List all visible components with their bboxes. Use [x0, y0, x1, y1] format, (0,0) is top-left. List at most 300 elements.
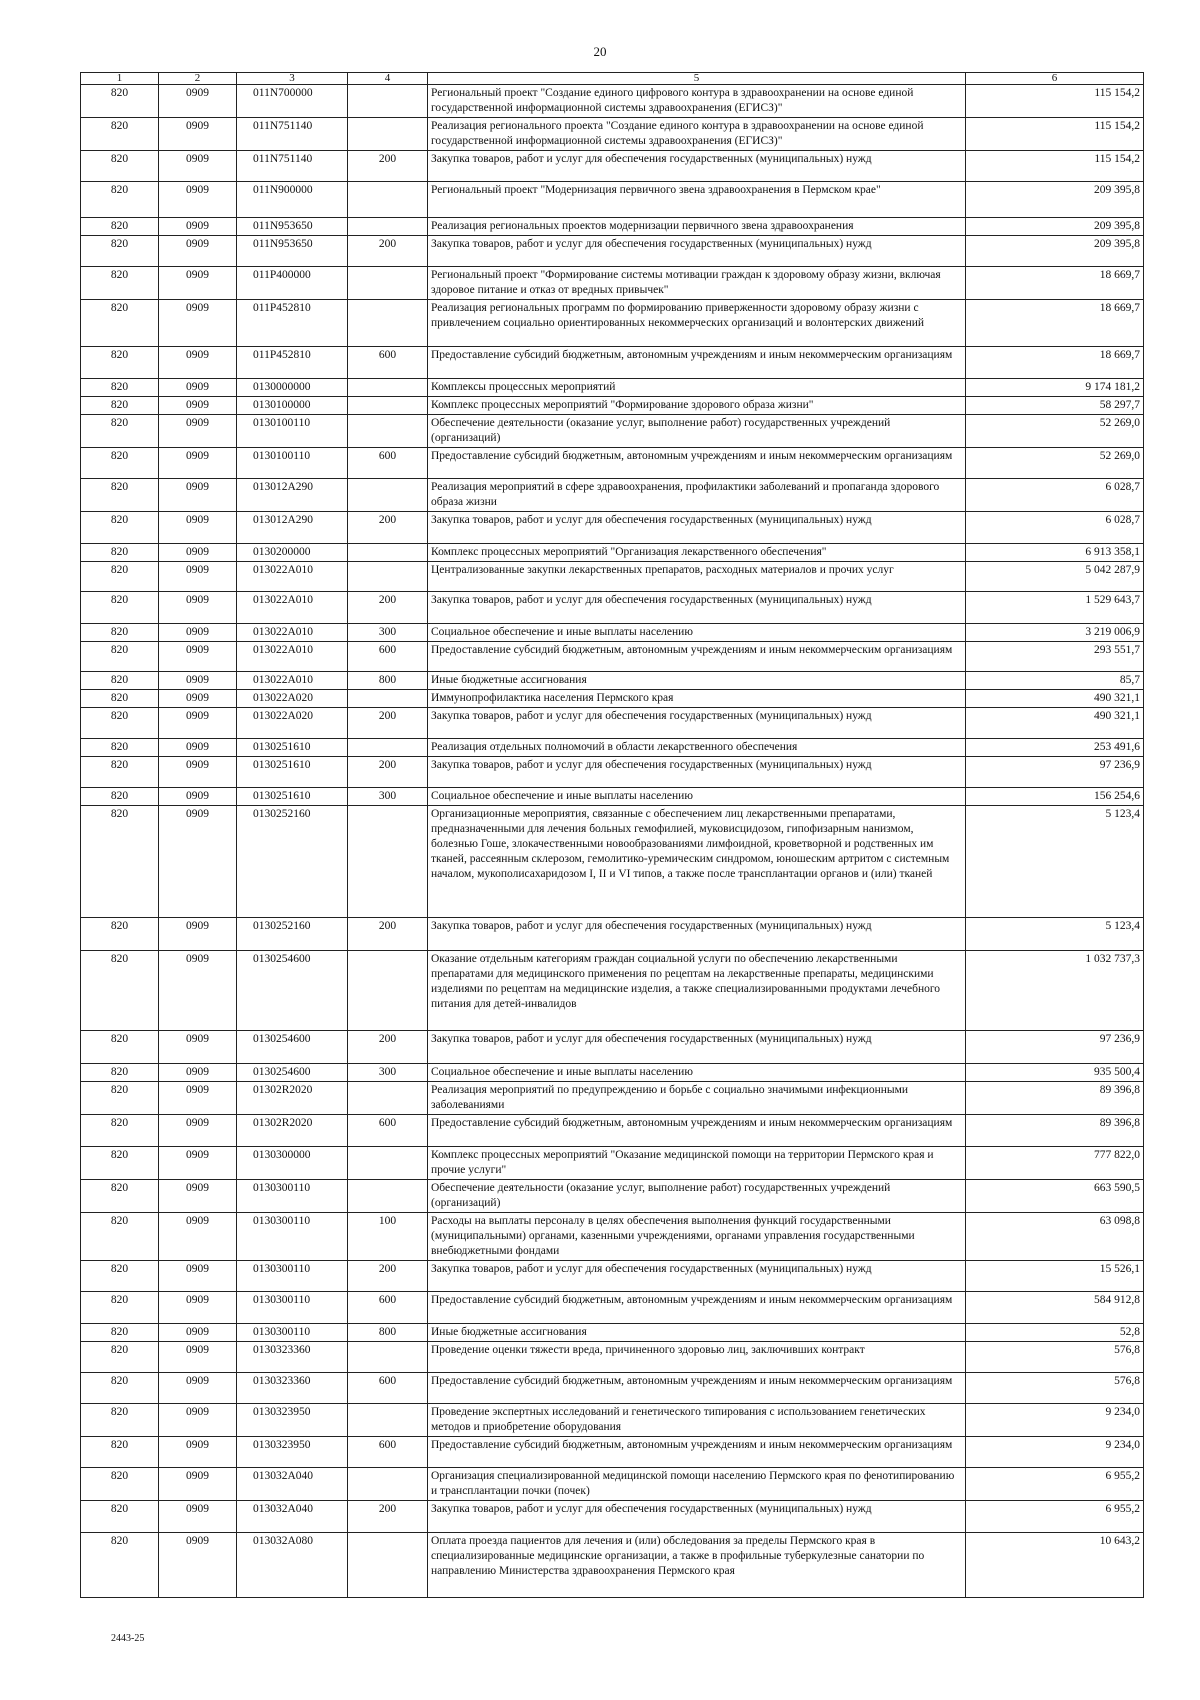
- admin-code-cell: 820: [81, 708, 159, 739]
- description-cell: Закупка товаров, работ и услуг для обеспечения государственных (муниципальных) нужд: [428, 592, 966, 624]
- amount-cell: 1 529 643,7: [966, 592, 1144, 624]
- expense-type-cell: 600: [348, 347, 428, 379]
- admin-code-cell: 820: [81, 1437, 159, 1468]
- admin-code-cell: 820: [81, 788, 159, 806]
- amount-cell: 9 234,0: [966, 1437, 1144, 1468]
- table-row: [81, 1213, 1144, 1261]
- section-code-cell: 0909: [159, 544, 237, 562]
- admin-code-cell: 820: [81, 347, 159, 379]
- expense-type-cell: 300: [348, 788, 428, 806]
- amount-cell: 97 236,9: [966, 1031, 1144, 1064]
- table-row: [81, 415, 1144, 448]
- admin-code-cell: 820: [81, 806, 159, 918]
- expense-type-cell: 300: [348, 624, 428, 642]
- section-code-cell: 0909: [159, 1082, 237, 1115]
- table-row: [81, 182, 1144, 218]
- expense-type-cell: [348, 118, 428, 151]
- description-cell: Закупка товаров, работ и услуг для обеспечения государственных (муниципальных) нужд: [428, 757, 966, 788]
- admin-code-cell: 820: [81, 397, 159, 415]
- table-row: [81, 512, 1144, 544]
- section-code-cell: 0909: [159, 300, 237, 347]
- target-code-cell: 013022A010: [237, 642, 348, 672]
- description-cell: Предоставление субсидий бюджетным, автономным учреждениям и иным некоммерческим организациям: [428, 347, 966, 379]
- expense-type-cell: [348, 267, 428, 300]
- expense-type-cell: [348, 218, 428, 236]
- expense-type-cell: [348, 544, 428, 562]
- target-code-cell: 0130300000: [237, 1147, 348, 1180]
- section-code-cell: 0909: [159, 708, 237, 739]
- description-cell: Закупка товаров, работ и услуг для обеспечения государственных (муниципальных) нужд: [428, 151, 966, 182]
- amount-cell: 209 395,8: [966, 236, 1144, 267]
- expense-type-cell: [348, 397, 428, 415]
- description-cell: Реализация мероприятий в сфере здравоохранения, профилактики заболеваний и пропаганда здорового образа жизни: [428, 479, 966, 512]
- description-cell: Оказание отдельным категориям граждан социальной услуги по обеспечению лекарственными препаратами для медицинского применения по рецептам на лекарственные препараты, медицинскими изделиями по рецептам на медицинские изделия, а также специализированными продуктами лечебного питания для детей-инвалидов: [428, 951, 966, 1031]
- description-cell: Предоставление субсидий бюджетным, автономным учреждениям и иным некоммерческим организациям: [428, 642, 966, 672]
- description-cell: Предоставление субсидий бюджетным, автономным учреждениям и иным некоммерческим организациям: [428, 448, 966, 479]
- section-code-cell: 0909: [159, 1261, 237, 1292]
- column-header: 2: [159, 73, 237, 85]
- expense-type-cell: 200: [348, 1501, 428, 1533]
- amount-cell: 6 955,2: [966, 1468, 1144, 1501]
- target-code-cell: 013022A010: [237, 624, 348, 642]
- section-code-cell: 0909: [159, 642, 237, 672]
- description-cell: Организационные мероприятия, связанные с обеспечением лиц лекарственными препаратами, предназначенными для лечения больных гемофилией, муковисцидозом, гипофизарным нанизмом, болезнью Гоше, злокачественными новообразованиями лимфоидной, кроветворной и родственных им тканей, рассеянным склерозом, гемолитико-уремическим синдромом, юношеским артритом с системным началом, мукополисахаридозом I, II и VI типов, а также после трансплантации органов и (или) тканей: [428, 806, 966, 918]
- target-code-cell: 0130100110: [237, 448, 348, 479]
- amount-cell: 6 913 358,1: [966, 544, 1144, 562]
- admin-code-cell: 820: [81, 479, 159, 512]
- admin-code-cell: 820: [81, 1292, 159, 1324]
- amount-cell: 10 643,2: [966, 1533, 1144, 1598]
- description-cell: Закупка товаров, работ и услуг для обеспечения государственных (муниципальных) нужд: [428, 918, 966, 951]
- description-cell: Социальное обеспечение и иные выплаты населению: [428, 1064, 966, 1082]
- target-code-cell: 0130251610: [237, 788, 348, 806]
- section-code-cell: 0909: [159, 1373, 237, 1404]
- description-cell: Предоставление субсидий бюджетным, автономным учреждениям и иным некоммерческим организациям: [428, 1292, 966, 1324]
- table-row: [81, 85, 1144, 118]
- table-row: [81, 757, 1144, 788]
- description-cell: Расходы на выплаты персоналу в целях обеспечения выполнения функций государственными (муниципальными) органами, казенными учреждениями, органами управления государственными внебюджетными фондами: [428, 1213, 966, 1261]
- target-code-cell: 0130254600: [237, 1064, 348, 1082]
- table-row: [81, 739, 1144, 757]
- admin-code-cell: 820: [81, 1468, 159, 1501]
- table-row: [81, 151, 1144, 182]
- table-row: [81, 347, 1144, 379]
- description-cell: Реализация мероприятий по предупреждению и борьбе с социально значимыми инфекционными заболеваниями: [428, 1082, 966, 1115]
- section-code-cell: 0909: [159, 397, 237, 415]
- description-cell: Закупка товаров, работ и услуг для обеспечения государственных (муниципальных) нужд: [428, 1031, 966, 1064]
- expense-type-cell: 800: [348, 672, 428, 690]
- section-code-cell: 0909: [159, 592, 237, 624]
- table-row: [81, 1261, 1144, 1292]
- amount-cell: 58 297,7: [966, 397, 1144, 415]
- expense-type-cell: 200: [348, 151, 428, 182]
- section-code-cell: 0909: [159, 1147, 237, 1180]
- admin-code-cell: 820: [81, 300, 159, 347]
- target-code-cell: 0130100000: [237, 397, 348, 415]
- expense-type-cell: 200: [348, 918, 428, 951]
- expense-type-cell: [348, 1082, 428, 1115]
- target-code-cell: 0130251610: [237, 757, 348, 788]
- amount-cell: 3 219 006,9: [966, 624, 1144, 642]
- section-code-cell: 0909: [159, 1031, 237, 1064]
- amount-cell: 576,8: [966, 1342, 1144, 1373]
- amount-cell: 115 154,2: [966, 118, 1144, 151]
- admin-code-cell: 820: [81, 1115, 159, 1147]
- target-code-cell: 0130323950: [237, 1404, 348, 1437]
- section-code-cell: 0909: [159, 1533, 237, 1598]
- section-code-cell: 0909: [159, 757, 237, 788]
- description-cell: Закупка товаров, работ и услуг для обеспечения государственных (муниципальных) нужд: [428, 1261, 966, 1292]
- description-cell: Социальное обеспечение и иные выплаты населению: [428, 624, 966, 642]
- target-code-cell: 01302R2020: [237, 1115, 348, 1147]
- expense-type-cell: 600: [348, 1115, 428, 1147]
- section-code-cell: 0909: [159, 690, 237, 708]
- description-cell: Закупка товаров, работ и услуг для обеспечения государственных (муниципальных) нужд: [428, 1501, 966, 1533]
- description-cell: Централизованные закупки лекарственных препаратов, расходных материалов и прочих услуг: [428, 562, 966, 592]
- table-row: [81, 1031, 1144, 1064]
- amount-cell: 1 032 737,3: [966, 951, 1144, 1031]
- amount-cell: 52 269,0: [966, 415, 1144, 448]
- admin-code-cell: 820: [81, 1533, 159, 1598]
- target-code-cell: 0130100110: [237, 415, 348, 448]
- expense-type-cell: 600: [348, 1373, 428, 1404]
- description-cell: Региональный проект "Создание единого цифрового контура в здравоохранении на основе единой государственной информационной системы здравоохранения (ЕГИСЗ)": [428, 85, 966, 118]
- expense-type-cell: [348, 951, 428, 1031]
- table-row: [81, 951, 1144, 1031]
- description-cell: Обеспечение деятельности (оказание услуг, выполнение работ) государственных учреждений (организаций): [428, 415, 966, 448]
- admin-code-cell: 820: [81, 151, 159, 182]
- table-row: [81, 806, 1144, 918]
- table-row: [81, 624, 1144, 642]
- table-row: [81, 1437, 1144, 1468]
- admin-code-cell: 820: [81, 562, 159, 592]
- admin-code-cell: 820: [81, 448, 159, 479]
- target-code-cell: 0130251610: [237, 739, 348, 757]
- admin-code-cell: 820: [81, 267, 159, 300]
- amount-cell: 209 395,8: [966, 182, 1144, 218]
- target-code-cell: 0130254600: [237, 1031, 348, 1064]
- amount-cell: 253 491,6: [966, 739, 1144, 757]
- target-code-cell: 013032A040: [237, 1468, 348, 1501]
- target-code-cell: 0130254600: [237, 951, 348, 1031]
- description-cell: Предоставление субсидий бюджетным, автономным учреждениям и иным некоммерческим организациям: [428, 1115, 966, 1147]
- target-code-cell: 011P452810: [237, 347, 348, 379]
- table-row: [81, 267, 1144, 300]
- target-code-cell: 0130323950: [237, 1437, 348, 1468]
- description-cell: Проведение оценки тяжести вреда, причиненного здоровью лиц, заключивших контракт: [428, 1342, 966, 1373]
- admin-code-cell: 820: [81, 918, 159, 951]
- description-cell: Реализация региональных проектов модернизации первичного звена здравоохранения: [428, 218, 966, 236]
- section-code-cell: 0909: [159, 1342, 237, 1373]
- admin-code-cell: 820: [81, 642, 159, 672]
- table-row: [81, 1468, 1144, 1501]
- amount-cell: 115 154,2: [966, 151, 1144, 182]
- section-code-cell: 0909: [159, 347, 237, 379]
- expense-type-cell: 200: [348, 757, 428, 788]
- expense-type-cell: [348, 415, 428, 448]
- amount-cell: 777 822,0: [966, 1147, 1144, 1180]
- admin-code-cell: 820: [81, 415, 159, 448]
- expense-type-cell: 200: [348, 708, 428, 739]
- table-row: [81, 118, 1144, 151]
- section-code-cell: 0909: [159, 918, 237, 951]
- target-code-cell: 0130300110: [237, 1324, 348, 1342]
- admin-code-cell: 820: [81, 757, 159, 788]
- description-cell: Оплата проезда пациентов для лечения и (или) обследования за пределы Пермского края в специализированные медицинские организации, а также в профильные туберкулезные санатории по направлению Министерства здравоохранения Пермского края: [428, 1533, 966, 1598]
- table-row: [81, 1064, 1144, 1082]
- table-row: [81, 544, 1144, 562]
- admin-code-cell: 820: [81, 592, 159, 624]
- column-header: 1: [81, 73, 159, 85]
- admin-code-cell: 820: [81, 951, 159, 1031]
- description-cell: Закупка товаров, работ и услуг для обеспечения государственных (муниципальных) нужд: [428, 236, 966, 267]
- expense-type-cell: 200: [348, 592, 428, 624]
- admin-code-cell: 820: [81, 690, 159, 708]
- admin-code-cell: 820: [81, 544, 159, 562]
- section-code-cell: 0909: [159, 415, 237, 448]
- table-row: [81, 592, 1144, 624]
- expense-type-cell: [348, 182, 428, 218]
- column-header: 5: [428, 73, 966, 85]
- admin-code-cell: 820: [81, 672, 159, 690]
- target-code-cell: 013022A020: [237, 708, 348, 739]
- section-code-cell: 0909: [159, 624, 237, 642]
- expense-type-cell: [348, 479, 428, 512]
- column-header: 3: [237, 73, 348, 85]
- description-cell: Комплекс процессных мероприятий "Организация лекарственного обеспечения": [428, 544, 966, 562]
- section-code-cell: 0909: [159, 218, 237, 236]
- amount-cell: 9 174 181,2: [966, 379, 1144, 397]
- table-row: [81, 1373, 1144, 1404]
- description-cell: Региональный проект "Модернизация первичного звена здравоохранения в Пермском крае": [428, 182, 966, 218]
- admin-code-cell: 820: [81, 1342, 159, 1373]
- amount-cell: 490 321,1: [966, 690, 1144, 708]
- expense-type-cell: [348, 1342, 428, 1373]
- expense-type-cell: 200: [348, 1261, 428, 1292]
- section-code-cell: 0909: [159, 1180, 237, 1213]
- expense-type-cell: 100: [348, 1213, 428, 1261]
- amount-cell: 6 028,7: [966, 512, 1144, 544]
- admin-code-cell: 820: [81, 512, 159, 544]
- description-cell: Реализация регионального проекта "Создание единого контура в здравоохранении на основе единой государственной информационной системы здравоохранения (ЕГИСЗ)": [428, 118, 966, 151]
- amount-cell: 85,7: [966, 672, 1144, 690]
- target-code-cell: 011P452810: [237, 300, 348, 347]
- table-row: [81, 479, 1144, 512]
- section-code-cell: 0909: [159, 479, 237, 512]
- admin-code-cell: 820: [81, 379, 159, 397]
- section-code-cell: 0909: [159, 806, 237, 918]
- amount-cell: 115 154,2: [966, 85, 1144, 118]
- table-row: [81, 1342, 1144, 1373]
- admin-code-cell: 820: [81, 1031, 159, 1064]
- expense-type-cell: 600: [348, 1292, 428, 1324]
- table-row: [81, 236, 1144, 267]
- table-row: [81, 1180, 1144, 1213]
- target-code-cell: 011N900000: [237, 182, 348, 218]
- description-cell: Реализация региональных программ по формированию приверженности здоровому образу жизни с привлечением социально ориентированных некоммерческих организаций и волонтерских движений: [428, 300, 966, 347]
- target-code-cell: 0130300110: [237, 1292, 348, 1324]
- section-code-cell: 0909: [159, 512, 237, 544]
- amount-cell: 18 669,7: [966, 300, 1144, 347]
- table-row: [81, 1147, 1144, 1180]
- amount-cell: 15 526,1: [966, 1261, 1144, 1292]
- expense-type-cell: 800: [348, 1324, 428, 1342]
- amount-cell: 576,8: [966, 1373, 1144, 1404]
- table-row: [81, 690, 1144, 708]
- target-code-cell: 0130000000: [237, 379, 348, 397]
- expense-type-cell: [348, 739, 428, 757]
- section-code-cell: 0909: [159, 267, 237, 300]
- admin-code-cell: 820: [81, 1501, 159, 1533]
- expense-type-cell: [348, 85, 428, 118]
- expense-type-cell: [348, 1147, 428, 1180]
- amount-cell: 9 234,0: [966, 1404, 1144, 1437]
- table-row: [81, 1501, 1144, 1533]
- amount-cell: 6 955,2: [966, 1501, 1144, 1533]
- admin-code-cell: 820: [81, 85, 159, 118]
- description-cell: Реализация отдельных полномочий в области лекарственного обеспечения: [428, 739, 966, 757]
- description-cell: Предоставление субсидий бюджетным, автономным учреждениям и иным некоммерческим организациям: [428, 1437, 966, 1468]
- table-row: [81, 562, 1144, 592]
- expense-type-cell: 600: [348, 1437, 428, 1468]
- expense-type-cell: [348, 806, 428, 918]
- amount-cell: 663 590,5: [966, 1180, 1144, 1213]
- footer-code: 2443-25: [111, 1633, 145, 1644]
- target-code-cell: 0130323360: [237, 1373, 348, 1404]
- table-row: [81, 218, 1144, 236]
- admin-code-cell: 820: [81, 1404, 159, 1437]
- column-header: 4: [348, 73, 428, 85]
- admin-code-cell: 820: [81, 624, 159, 642]
- table-row: [81, 1082, 1144, 1115]
- amount-cell: 6 028,7: [966, 479, 1144, 512]
- section-code-cell: 0909: [159, 379, 237, 397]
- page-number: 20: [593, 44, 607, 59]
- expense-type-cell: 600: [348, 642, 428, 672]
- admin-code-cell: 820: [81, 118, 159, 151]
- amount-cell: 156 254,6: [966, 788, 1144, 806]
- admin-code-cell: 820: [81, 739, 159, 757]
- amount-cell: 52 269,0: [966, 448, 1144, 479]
- budget-table: [80, 72, 1144, 1598]
- target-code-cell: 013022A010: [237, 592, 348, 624]
- admin-code-cell: 820: [81, 1147, 159, 1180]
- table-row: [81, 1324, 1144, 1342]
- target-code-cell: 0130252160: [237, 806, 348, 918]
- column-header: 6: [966, 73, 1144, 85]
- description-cell: Предоставление субсидий бюджетным, автономным учреждениям и иным некоммерческим организациям: [428, 1373, 966, 1404]
- target-code-cell: 013022A020: [237, 690, 348, 708]
- target-code-cell: 0130323360: [237, 1342, 348, 1373]
- description-cell: Региональный проект "Формирование системы мотивации граждан к здоровому образу жизни, включая здоровое питание и отказ от вредных привычек": [428, 267, 966, 300]
- target-code-cell: 013022A010: [237, 672, 348, 690]
- section-code-cell: 0909: [159, 85, 237, 118]
- admin-code-cell: 820: [81, 1261, 159, 1292]
- description-cell: Иммунопрофилактика населения Пермского края: [428, 690, 966, 708]
- expense-type-cell: [348, 1533, 428, 1598]
- expense-type-cell: 600: [348, 448, 428, 479]
- amount-cell: 52,8: [966, 1324, 1144, 1342]
- target-code-cell: 0130300110: [237, 1180, 348, 1213]
- admin-code-cell: 820: [81, 1180, 159, 1213]
- table-row: [81, 708, 1144, 739]
- expense-type-cell: [348, 379, 428, 397]
- amount-cell: 5 042 287,9: [966, 562, 1144, 592]
- section-code-cell: 0909: [159, 788, 237, 806]
- expense-type-cell: [348, 562, 428, 592]
- table-row: [81, 300, 1144, 347]
- target-code-cell: 011N751140: [237, 118, 348, 151]
- amount-cell: 935 500,4: [966, 1064, 1144, 1082]
- amount-cell: 18 669,7: [966, 267, 1144, 300]
- amount-cell: 293 551,7: [966, 642, 1144, 672]
- amount-cell: 5 123,4: [966, 918, 1144, 951]
- amount-cell: 18 669,7: [966, 347, 1144, 379]
- amount-cell: 97 236,9: [966, 757, 1144, 788]
- description-cell: Закупка товаров, работ и услуг для обеспечения государственных (муниципальных) нужд: [428, 512, 966, 544]
- target-code-cell: 0130300110: [237, 1213, 348, 1261]
- target-code-cell: 011N751140: [237, 151, 348, 182]
- section-code-cell: 0909: [159, 236, 237, 267]
- admin-code-cell: 820: [81, 1373, 159, 1404]
- description-cell: Организация специализированной медицинской помощи населению Пермского края по фенотипированию и трансплантации почки (почек): [428, 1468, 966, 1501]
- amount-cell: 89 396,8: [966, 1115, 1144, 1147]
- admin-code-cell: 820: [81, 1082, 159, 1115]
- section-code-cell: 0909: [159, 118, 237, 151]
- section-code-cell: 0909: [159, 951, 237, 1031]
- amount-cell: 490 321,1: [966, 708, 1144, 739]
- admin-code-cell: 820: [81, 1213, 159, 1261]
- table-row: [81, 918, 1144, 951]
- target-code-cell: 013022A010: [237, 562, 348, 592]
- target-code-cell: 013032A080: [237, 1533, 348, 1598]
- table-row: [81, 1404, 1144, 1437]
- section-code-cell: 0909: [159, 739, 237, 757]
- admin-code-cell: 820: [81, 1324, 159, 1342]
- section-code-cell: 0909: [159, 1115, 237, 1147]
- description-cell: Иные бюджетные ассигнования: [428, 1324, 966, 1342]
- expense-type-cell: [348, 1180, 428, 1213]
- description-cell: Комплекс процессных мероприятий "Оказание медицинской помощи на территории Пермского края и прочие услуги": [428, 1147, 966, 1180]
- amount-cell: 209 395,8: [966, 218, 1144, 236]
- section-code-cell: 0909: [159, 1404, 237, 1437]
- section-code-cell: 0909: [159, 1213, 237, 1261]
- description-cell: Закупка товаров, работ и услуг для обеспечения государственных (муниципальных) нужд: [428, 708, 966, 739]
- target-code-cell: 013032A040: [237, 1501, 348, 1533]
- amount-cell: 89 396,8: [966, 1082, 1144, 1115]
- section-code-cell: 0909: [159, 1437, 237, 1468]
- expense-type-cell: 200: [348, 236, 428, 267]
- target-code-cell: 0130300110: [237, 1261, 348, 1292]
- admin-code-cell: 820: [81, 236, 159, 267]
- expense-type-cell: [348, 690, 428, 708]
- section-code-cell: 0909: [159, 448, 237, 479]
- expense-type-cell: [348, 1468, 428, 1501]
- section-code-cell: 0909: [159, 1468, 237, 1501]
- amount-cell: 63 098,8: [966, 1213, 1144, 1261]
- target-code-cell: 0130252160: [237, 918, 348, 951]
- table-row: [81, 448, 1144, 479]
- admin-code-cell: 820: [81, 1064, 159, 1082]
- target-code-cell: 011P400000: [237, 267, 348, 300]
- expense-type-cell: 200: [348, 1031, 428, 1064]
- amount-cell: 5 123,4: [966, 806, 1144, 918]
- section-code-cell: 0909: [159, 1501, 237, 1533]
- table-row: [81, 1115, 1144, 1147]
- expense-type-cell: 300: [348, 1064, 428, 1082]
- expense-type-cell: [348, 1404, 428, 1437]
- target-code-cell: 01302R2020: [237, 1082, 348, 1115]
